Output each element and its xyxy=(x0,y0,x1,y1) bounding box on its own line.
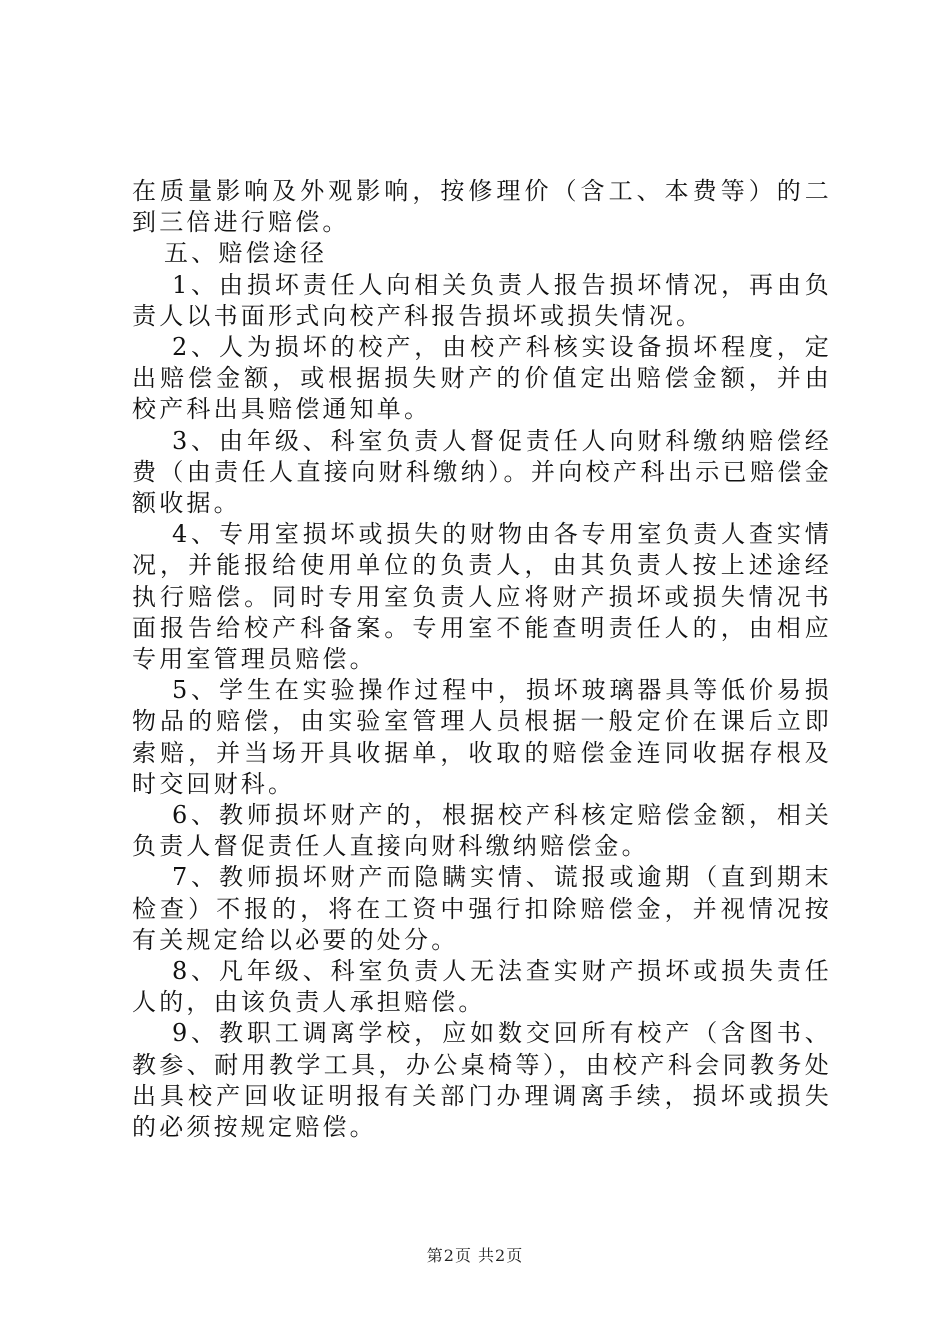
paragraph-continuation: 在质量影响及外观影响，按修理价（含工、本费等）的二到三倍进行赔偿。 xyxy=(132,177,832,237)
paragraph-item-6: 6、教师损坏财产的，根据校产科核定赔偿金额，相关负责人督促责任人直接向财科缴纳赔偿金。 xyxy=(132,801,832,861)
paragraph-item-8: 8、凡年级、科室负责人无法查实财产损坏或损失责任人的，由该负责人承担赔偿。 xyxy=(132,957,832,1017)
paragraph-item-5: 5、学生在实验操作过程中，损坏玻璃器具等低价易损物品的赔偿，由实验室管理人员根据一般定价在课后立即索赔，并当场开具收据单，收取的赔偿金连同收据存根及时交回财科。 xyxy=(132,676,832,798)
paragraph-item-2: 2、人为损坏的校产，由校产科核实设备损坏程度，定出赔偿金额，或根据损失财产的价值定出赔偿金额，并由校产科出具赔偿通知单。 xyxy=(132,333,832,424)
paragraph-item-3: 3、由年级、科室负责人督促责任人向财科缴纳赔偿经费（由责任人直接向财科缴纳）。并向校产科出示已赔偿金额收据。 xyxy=(132,426,832,518)
paragraph-item-9: 9、教职工调离学校，应如数交回所有校产（含图书、教参、耐用教学工具，办公桌椅等），由校产科会同教务处出具校产回收证明报有关部门办理调离手续，损坏或损失的必须按规定赔偿。 xyxy=(132,1019,832,1142)
paragraph-item-1: 1、由损坏责任人向相关负责人报告损坏情况，再由负责人以书面形式向校产科报告损坏或损失情况。 xyxy=(132,270,832,330)
paragraph-item-7: 7、教师损坏财产而隐瞒实情、谎报或逾期（直到期末检查）不报的，将在工资中强行扣除赔偿金，并视情况按有关规定给以必要的处分。 xyxy=(132,863,832,954)
page-number-footer: 第2页 共2页 xyxy=(426,1246,524,1265)
paragraph-item-4: 4、专用室损坏或损失的财物由各专用室负责人查实情况，并能报给使用单位的负责人，由其负责人按上述途经执行赔偿。同时专用室负责人应将财产损坏或损失情况书面报告给校产科备案。专用室不能查明责任人的，由相应专用室管理员赔偿。 xyxy=(132,520,832,674)
document-body xyxy=(132,176,832,1143)
section-heading-compensation-path: 五、赔偿途径 xyxy=(164,239,328,268)
